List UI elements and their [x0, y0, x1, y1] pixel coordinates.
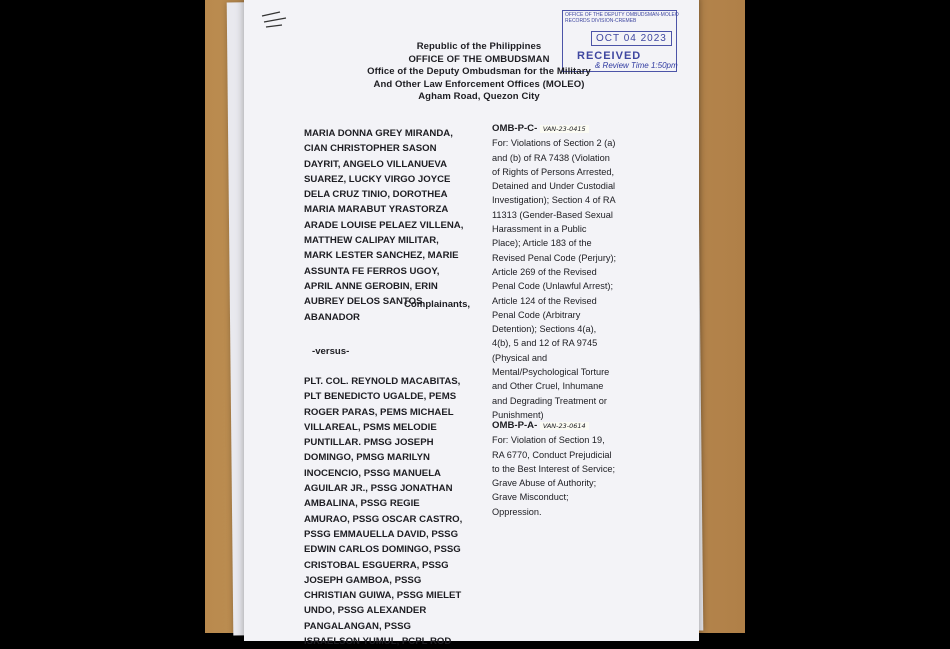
case-line: RA 6770, Conduct Prejudicial — [492, 449, 612, 460]
case-line: 4(b), 5 and 12 of RA 9745 — [492, 338, 598, 349]
case-line: and Other Cruel, Inhumane — [492, 381, 604, 392]
case-line: 11313 (Gender-Based Sexual — [492, 209, 613, 220]
respondent-line: ROGER PARAS, PEMS MICHAEL — [304, 406, 454, 418]
respondent-line: UNDO, PSSG ALEXANDER — [304, 605, 427, 617]
case-administrative-handwritten: VAN-23-0614 — [540, 422, 589, 430]
complainant-line: ASSUNTA FE FERROS UGOY, — [304, 265, 440, 277]
header-moleo: And Other Law Enforcement Offices (MOLEO) — [373, 78, 585, 90]
case-line: For: Violations of Section 2 (a) — [492, 138, 616, 149]
complainant-line: MARIA DONNA GREY MIRANDA, — [304, 128, 453, 139]
case-line: Mental/Psychological Torture — [492, 367, 610, 378]
case-line: and (b) of RA 7438 (Violation — [492, 152, 610, 163]
document-page — [244, 0, 699, 648]
complainant-line: SUAREZ, LUCKY VIRGO JOYCE — [304, 173, 451, 185]
stamp-office: OFFICE OF THE DEPUTY OMBUDSMAN-MOLEO — [565, 12, 679, 18]
case-administrative — [492, 418, 647, 519]
stamp-handwritten-note: & Review Time 1:50pm — [595, 61, 678, 70]
case-administrative-number-row — [492, 418, 647, 433]
complainant-line: AUBREY DELOS SANTOS — [304, 296, 423, 308]
complainant-line: DELA CRUZ TINIO, DOROTHEA — [304, 189, 448, 201]
case-line: Investigation); Section 4 of RA — [492, 195, 616, 206]
case-line: Detention); Sections 4(a), — [492, 324, 597, 335]
case-line: Grave Abuse of Authority; — [492, 478, 597, 489]
pen-scribble-mark — [260, 8, 290, 30]
header-office: OFFICE OF THE OMBUDSMAN — [408, 53, 550, 65]
stamp-division: RECORDS DIVISION-CREMEB — [565, 18, 637, 24]
case-line: (Physical and — [492, 352, 548, 363]
case-line: For: Violation of Section 19, — [492, 435, 605, 446]
respondent-line: DOMINGO, PMSG MARILYN — [304, 452, 430, 464]
respondent-line: PLT. COL. REYNOLD MACABITAS, — [304, 376, 461, 387]
respondent-line: CHRISTIAN GUIWA, PSSG MIELET — [304, 590, 462, 602]
case-line: and Degrading Treatment or — [492, 395, 607, 406]
case-line: to the Best Interest of Service; — [492, 463, 616, 474]
case-line: Place); Article 183 of the — [492, 238, 592, 249]
case-line: Article 269 of the Revised — [492, 266, 597, 277]
case-line: Penal Code (Arbitrary — [492, 309, 581, 320]
case-line: Oppression. — [492, 506, 542, 517]
case-line: Harassment in a Public — [492, 224, 587, 235]
complainants-label: Complainants, — [404, 299, 471, 310]
respondent-line: AMBALINA, PSSG REGIE — [304, 498, 420, 510]
header-deputy-office: Office of the Deputy Ombudsman for the Military — [367, 66, 591, 77]
respondent-line: ISRAELSON YUMUL, PCPL ROD — [304, 636, 452, 648]
case-line: Penal Code (Unlawful Arrest); — [492, 281, 614, 292]
respondent-line: JOSEPH GAMBOA, PSSG — [304, 574, 422, 586]
complainant-line: ABANADOR — [304, 311, 360, 323]
respondent-line: CRISTOBAL ESGUERRA, PSSG — [304, 559, 449, 571]
case-line: Detained and Under Custodial — [492, 181, 616, 192]
case-line: Punishment) — [492, 409, 544, 420]
header-address: Agham Road, Quezon City — [418, 91, 540, 102]
respondent-line: VILLAREAL, PSMS MELODIE — [304, 421, 437, 433]
respondent-line: AMURAO, PSSG OSCAR CASTRO, — [304, 513, 463, 525]
complainant-line: MARIA MARABUT YRASTORZA — [304, 204, 449, 216]
case-line: Article 124 of the Revised — [492, 295, 597, 306]
respondent-line: PUNTILLAR. PMSG JOSEPH — [304, 437, 434, 449]
respondent-line: PANGALANGAN, PSSG — [304, 620, 411, 632]
respondents-list — [304, 374, 494, 649]
case-criminal-number-row — [492, 121, 647, 136]
respondent-line: PLT BENEDICTO UGALDE, PEMS — [304, 391, 457, 403]
complainant-line: CIAN CHRISTOPHER SASON — [304, 143, 437, 155]
case-criminal — [492, 121, 647, 422]
stamp-date: OCT 04 2023 — [591, 31, 672, 46]
header-republic: Republic of the Philippines — [416, 41, 542, 52]
stamp-received: RECEIVED — [577, 50, 642, 62]
case-criminal-handwritten: VAN-23-0415 — [540, 125, 589, 133]
respondent-line: EDWIN CARLOS DOMINGO, PSSG — [304, 544, 461, 556]
respondent-line: INOCENCIO, PSSG MANUELA — [304, 467, 441, 479]
case-criminal-number: OMB-P-C- — [492, 123, 538, 134]
complainant-line: DAYRIT, ANGELO VILLANUEVA — [304, 158, 448, 170]
complainant-line: MATTHEW CALIPAY MILITAR, — [304, 235, 439, 247]
complainants-list — [304, 126, 494, 325]
versus-label: -versus- — [312, 346, 350, 357]
case-administrative-number: OMB-P-A- — [492, 420, 538, 431]
respondent-line: PSSG EMMAUELLA DAVID, PSSG — [304, 528, 459, 540]
complainant-line: APRIL ANNE GEROBIN, ERIN — [304, 280, 438, 292]
complainant-line: MARK LESTER SANCHEZ, MARIE — [304, 250, 459, 262]
respondent-line: AGUILAR JR., PSSG JONATHAN — [304, 483, 453, 495]
case-line: Grave Misconduct; — [492, 492, 569, 503]
case-line: Revised Penal Code (Perjury); — [492, 252, 617, 263]
document-header — [354, 41, 604, 104]
case-line: of Rights of Persons Arrested, — [492, 166, 615, 177]
complainant-line: ARADE LOUISE PELAEZ VILLENA, — [304, 219, 464, 231]
